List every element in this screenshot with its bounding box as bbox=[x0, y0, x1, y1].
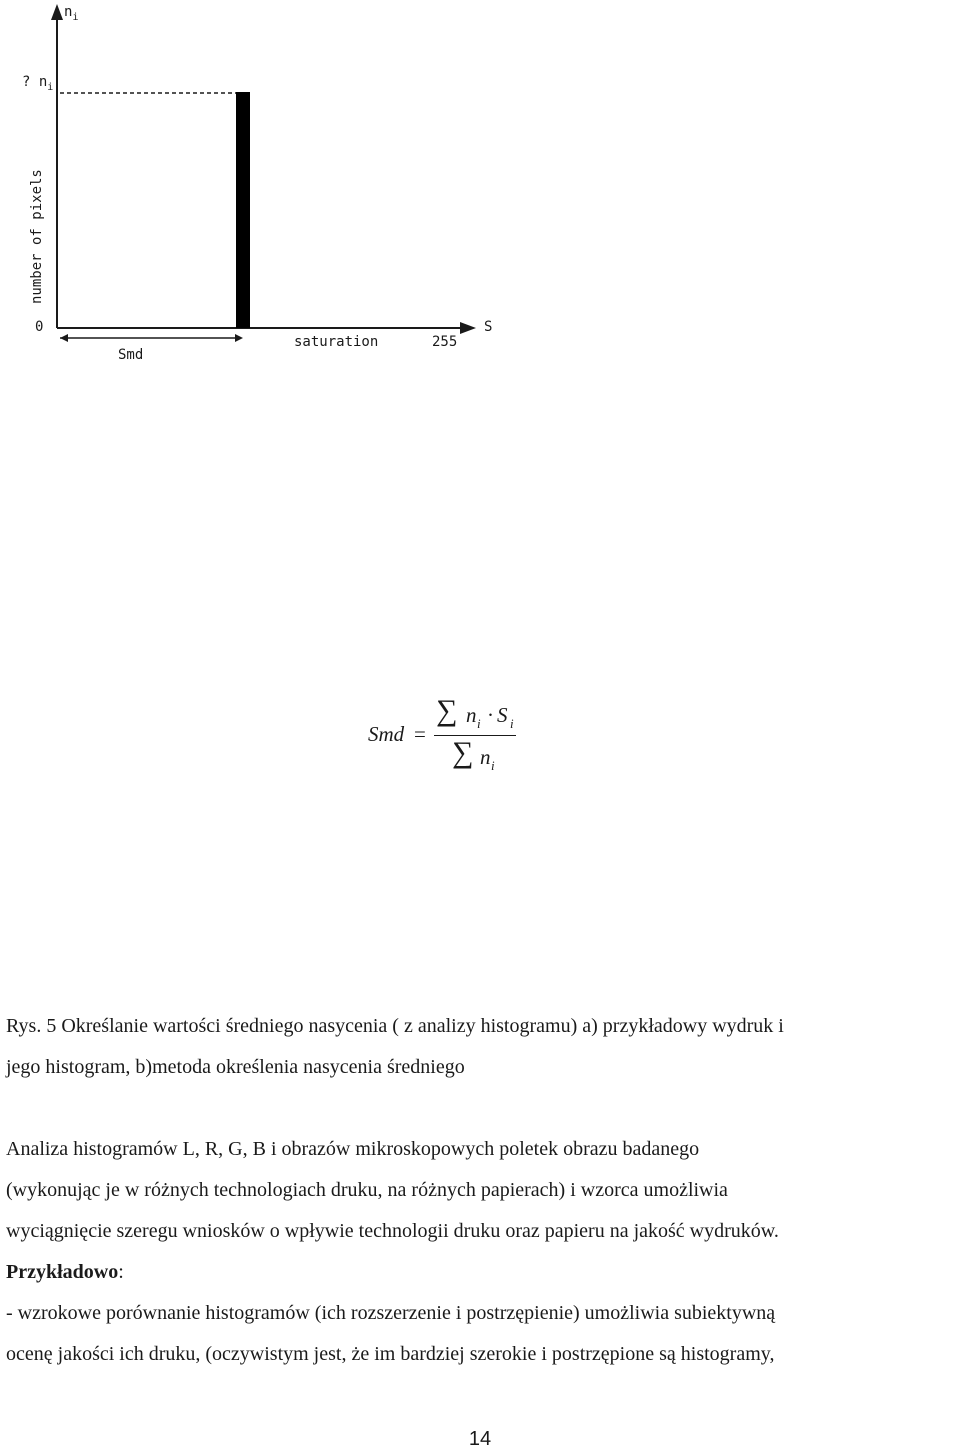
denominator-n: n bbox=[480, 745, 491, 769]
numerator-S: S bbox=[497, 703, 508, 727]
x-axis-arrow bbox=[460, 322, 476, 334]
paragraph-line-1: Analiza histogramów L, R, G, B i obrazów mikroskopowych poletek obrazu badanego bbox=[6, 1138, 700, 1160]
x-max-label: 255 bbox=[432, 334, 458, 350]
caption-line-2: jego histogram, b)metoda określenia nasycenia średniego bbox=[6, 1056, 465, 1078]
denominator-n-sub: i bbox=[491, 758, 495, 773]
paragraph-heading bbox=[6, 1260, 124, 1284]
paragraph-line-5: - wzrokowe porównanie histogramów (ich rozszerzenie i postrzępienie) umożliwia subiektywną bbox=[6, 1302, 776, 1324]
numerator-S-sub: i bbox=[510, 716, 514, 731]
paragraph-line-3: wyciągnięcie szeregu wniosków o wpływie technologii druku oraz papieru na jakość wydruków. bbox=[6, 1220, 779, 1242]
caption-line-1: Rys. 5 Określanie wartości średniego nasycenia ( z analizy histogramu) a) przykładowy wydruk i bbox=[6, 1015, 784, 1037]
y-axis-label: number of pixels bbox=[29, 169, 45, 304]
y-zero-label: 0 bbox=[35, 319, 44, 335]
page-number: 14 bbox=[468, 1428, 492, 1450]
formula-equals: = bbox=[414, 722, 426, 746]
x-axis-label: saturation bbox=[294, 334, 379, 350]
smd-label: Smd bbox=[118, 347, 144, 363]
paragraph-line-2: (wykonując je w różnych technologiach druku, na różnych papierach) i wzorca umożliwia bbox=[6, 1179, 728, 1201]
formula-lhs: Smd bbox=[368, 722, 405, 746]
histogram-bar bbox=[236, 92, 250, 328]
y-axis-arrow bbox=[51, 4, 63, 20]
bold-colon: : bbox=[118, 1261, 124, 1283]
fraction-bar bbox=[434, 735, 516, 736]
smd-arrow-right bbox=[235, 334, 243, 342]
numerator-dot: · bbox=[487, 703, 494, 727]
x-symbol: S bbox=[484, 319, 493, 335]
y-axis-symbol: $n_i$ bbox=[64, 4, 79, 23]
numerator-sigma-icon: ∑ bbox=[436, 694, 458, 727]
paragraph-line-6: ocenę jakości ich druku, (oczywistym jest, że im bardziej szerokie i postrzępione są histogramy, bbox=[6, 1343, 775, 1365]
smd-arrow-left bbox=[60, 334, 68, 342]
denominator-sigma-icon: ∑ bbox=[452, 736, 474, 769]
numerator-n-sub: i bbox=[477, 716, 481, 731]
histogram-figure bbox=[0, 0, 520, 380]
numerator-n: n bbox=[466, 703, 477, 727]
peak-label: ? $n_i$ bbox=[22, 74, 54, 93]
bold-label: Przykładowo bbox=[6, 1261, 119, 1283]
